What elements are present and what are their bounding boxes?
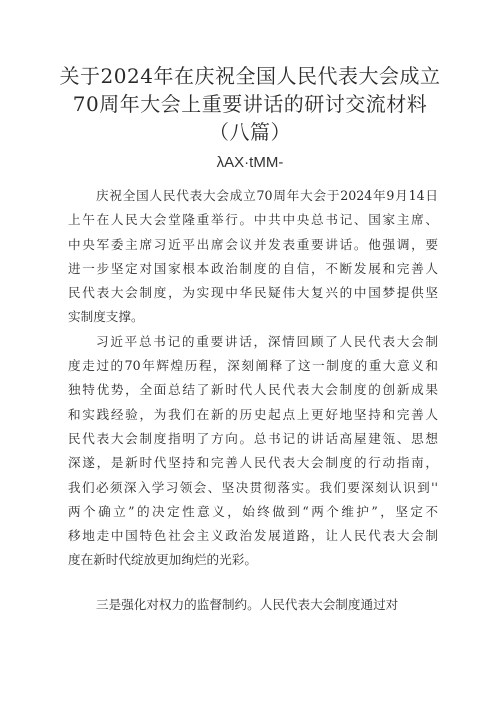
paragraph-2-line-2: 度走过的70年辉煌历程，深刻阐释了这一制度的重大意义和 bbox=[68, 358, 438, 374]
document-body bbox=[68, 184, 438, 617]
paragraph-2-line-8: 两个确立”的决定性意义，始终做到“两个维护”，坚定不 bbox=[68, 503, 438, 519]
paragraph-1-line-6: 实制度支撑。 bbox=[68, 309, 144, 325]
paragraph-2-line-5: 民代表大会制度指明了方向。总书记的讲话高屋建瓴、思想 bbox=[68, 430, 438, 446]
paragraph-1-line-3: 中央军委主席习近平出席会议并发表重要讲话。他强调，要 bbox=[68, 236, 438, 252]
paragraph-2-line-9: 移地走中国特色社会主义政治发展道路，让人民代表大会制 bbox=[68, 528, 438, 544]
paragraph-1-line-4: 进一步坚定对国家根本政治制度的自信，不断发展和完善人 bbox=[68, 260, 438, 276]
document-title-line-2: 70周年大会上重要讲话的研讨交流材料 bbox=[72, 92, 428, 116]
paragraph-2-line-3: 独特优势，全面总结了新时代人民代表大会制度的创新成果 bbox=[68, 382, 438, 398]
paragraph-3-line-1: 三是强化对权力的监督制约。人民代表大会制度通过对 bbox=[96, 596, 399, 612]
paragraph-2-line-10: 度在新时代绽放更加绚烂的光彩。 bbox=[68, 552, 257, 568]
paragraph-2-line-7: 我们必须深入学习领会、坚决贯彻落实。我们要深刻认识到'' bbox=[68, 479, 438, 495]
paragraph-1-line-5: 民代表大会制度，为实现中华民疑伟大复兴的中国梦提供坚 bbox=[68, 285, 438, 301]
paragraph-2-line-6: 深遂，是新时代坚持和完善人民代表大会制度的行动指南， bbox=[68, 455, 438, 471]
document-subtitle: λAX·tMM- bbox=[216, 154, 284, 171]
document-title-line-3: （八篇） bbox=[209, 120, 291, 144]
paragraph-2-line-4: 和实践经验，为我们在新的历史起点上更好地坚持和完善人 bbox=[68, 406, 438, 422]
paragraph-spacer bbox=[68, 573, 438, 593]
paragraph-2-line-1: 习近平总书记的重要讲话，深情回顾了人民代表大会制 bbox=[96, 333, 438, 349]
document-title-line-1: 关于2024年在庆祝全国人民代表大会成立 bbox=[59, 64, 441, 88]
paragraph-1-line-1: 庆祝全国人民代表大会成立70周年大会于2024年9月14日 bbox=[96, 188, 438, 203]
paragraph-1-line-2: 上午在人民大会堂隆重举行。中共中央总书记、国家主席、 bbox=[68, 212, 438, 228]
